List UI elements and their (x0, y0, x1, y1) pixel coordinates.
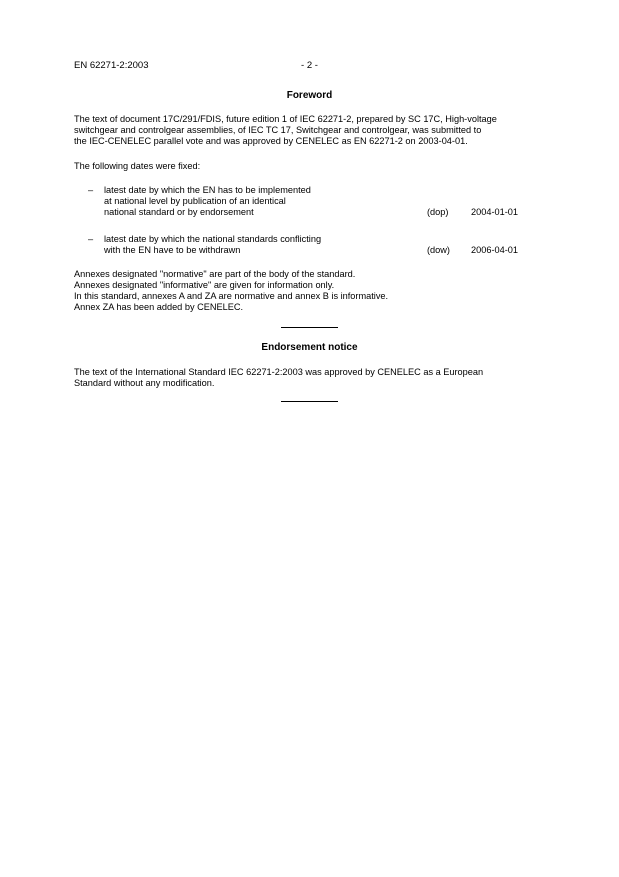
description-line: latest date by which the EN has to be implemented (104, 185, 311, 195)
section-divider (281, 327, 338, 328)
paragraph-line: Standard without any modification. (74, 378, 215, 388)
date-item-description (104, 185, 404, 218)
description-line: national standard or by endorsement (104, 207, 254, 217)
page-number: - 2 - (301, 60, 318, 71)
date-value: 2004-01-01 (471, 207, 518, 217)
document-id: EN 62271-2:2003 (74, 60, 149, 71)
annex-line: In this standard, annexes A and ZA are normative and annex B is informative. (74, 291, 389, 301)
annex-line: Annexes designated "normative" are part of the body of the standard. (74, 269, 356, 279)
paragraph-line: The text of document 17C/291/FDIS, future edition 1 of IEC 62271-2, prepared by SC 17C, High-voltage (74, 114, 497, 124)
date-code: (dop) (427, 207, 449, 217)
description-line: with the EN have to be withdrawn (104, 245, 241, 255)
paragraph-line: switchgear and controlgear assemblies, of IEC TC 17, Switchgear and controlgear, was submitted to (74, 125, 482, 135)
list-dash: – (88, 234, 94, 244)
annex-line: Annexes designated "informative" are given for information only. (74, 280, 335, 290)
description-line: at national level by publication of an identical (104, 196, 286, 206)
section-divider (281, 401, 338, 402)
foreword-title: Foreword (286, 90, 333, 101)
date-value: 2006-04-01 (471, 245, 518, 255)
date-item-description (104, 234, 404, 256)
paragraph-line: The text of the International Standard IEC 62271-2:2003 was approved by CENELEC as a European (74, 367, 484, 377)
foreword-intro-paragraph (74, 114, 546, 147)
paragraph-line: the IEC-CENELEC parallel vote and was approved by CENELEC as EN 62271-2 on 2003-04-01. (74, 136, 468, 146)
description-line: latest date by which the national standards conflicting (104, 234, 322, 244)
endorsement-title: Endorsement notice (261, 342, 358, 353)
list-dash: – (88, 185, 94, 195)
endorsement-paragraph (74, 367, 546, 389)
annex-notes (74, 269, 546, 313)
dates-intro: The following dates were fixed: (74, 161, 201, 171)
date-code: (dow) (427, 245, 450, 255)
annex-line: Annex ZA has been added by CENELEC. (74, 302, 244, 312)
